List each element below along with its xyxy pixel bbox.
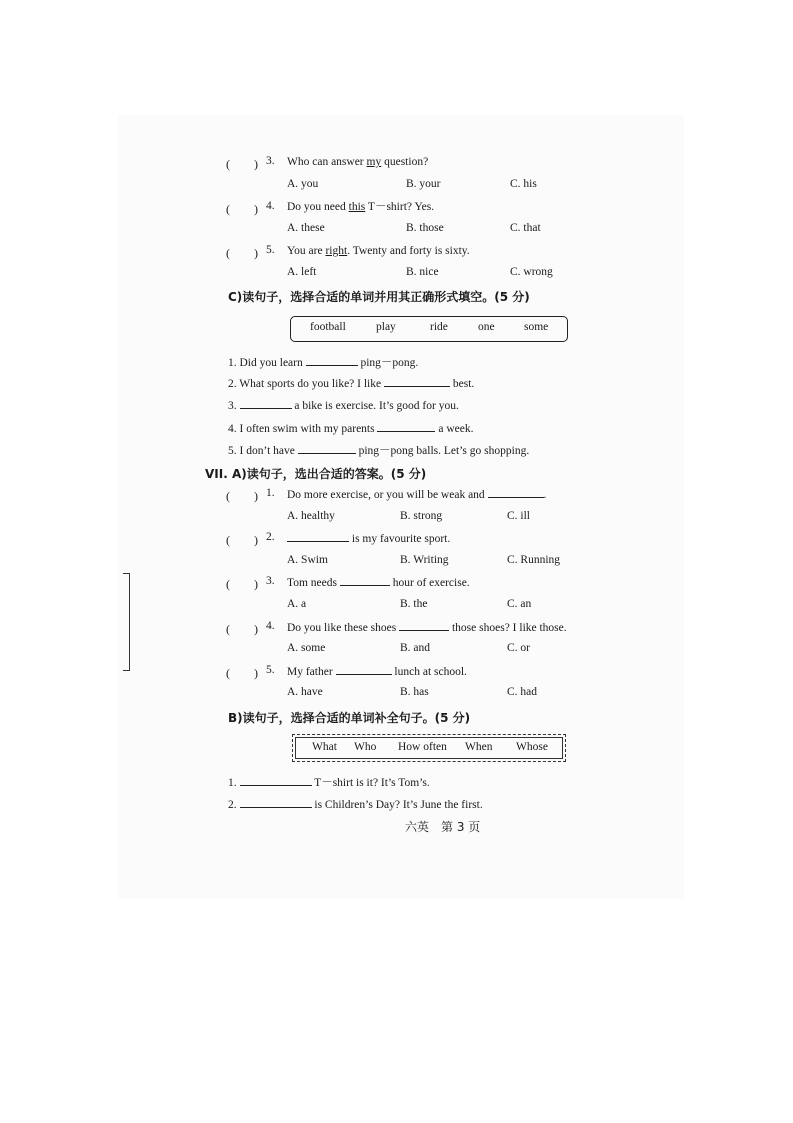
question-number: 3.: [266, 155, 275, 167]
answer-paren: ( ): [226, 533, 258, 547]
answer-paren: ( ): [226, 489, 258, 503]
fill-item: 5. I don’t have ping－pong balls. Let’s go shopping.: [228, 445, 530, 457]
option-a: A. some: [287, 642, 326, 654]
fill-item: 1. T－shirt is it? It’s Tom’s.: [228, 777, 430, 789]
answer-paren: ( ): [226, 577, 258, 591]
page-footer: 六英 第 3 页: [405, 820, 481, 834]
option-c: C. his: [510, 178, 537, 190]
option-b: B. those: [406, 222, 444, 234]
question-number: 4.: [266, 200, 275, 212]
word-bank-item: Who: [354, 741, 377, 753]
option-c: C. Running: [507, 554, 561, 566]
question-number: 5.: [266, 664, 275, 676]
fill-item: 3. a bike is exercise. It’s good for you.: [228, 400, 459, 412]
question-text: My father lunch at school.: [287, 666, 467, 678]
word-bank-item: How often: [398, 741, 447, 753]
fill-item: 4. I often swim with my parents a week.: [228, 423, 474, 435]
option-c: C. ill: [507, 510, 531, 522]
option-a: A. Swim: [287, 554, 328, 566]
option-a: A. healthy: [287, 510, 335, 522]
option-b: B. the: [400, 598, 428, 610]
fill-item: 2. What sports do you like? I like best.: [228, 378, 475, 390]
option-b: B. Writing: [400, 554, 449, 566]
question-text: Do more exercise, or you will be weak and .: [287, 489, 547, 501]
option-b: B. has: [400, 686, 429, 698]
section-vii-heading: VII. A)读句子，选出合适的答案。(5 分): [205, 467, 427, 481]
binding-bracket: [123, 573, 130, 671]
question-number: 4.: [266, 620, 275, 632]
section-vii-b-heading: B)读句子，选择合适的单词补全句子。(5 分): [228, 711, 471, 725]
question-text: Do you like these shoes those shoes? I like those.: [287, 622, 567, 634]
question-number: 5.: [266, 244, 275, 256]
answer-paren: ( ): [226, 246, 258, 260]
option-b: B. strong: [400, 510, 443, 522]
option-a: A. you: [287, 178, 319, 190]
answer-paren: ( ): [226, 622, 258, 636]
word-bank-item: football: [310, 321, 346, 333]
question-number: 1.: [266, 487, 275, 499]
option-a: A. left: [287, 266, 317, 278]
word-bank-item: play: [376, 321, 396, 333]
answer-paren: ( ): [226, 157, 258, 171]
option-b: B. and: [400, 642, 431, 654]
question-text: is my favourite sport.: [287, 531, 450, 546]
word-bank-item: When: [465, 741, 493, 753]
option-b: B. nice: [406, 266, 439, 278]
option-c: C. or: [507, 642, 530, 654]
fill-item: 2. is Children’s Day? It’s June the first.: [228, 799, 483, 811]
word-bank-item: What: [312, 741, 337, 753]
answer-paren: ( ): [226, 666, 258, 680]
option-c: C. an: [507, 598, 532, 610]
option-a: A. have: [287, 686, 323, 698]
fill-item: 1. Did you learn ping－pong.: [228, 357, 419, 369]
word-bank-item: Whose: [516, 741, 548, 753]
question-text: Tom needs hour of exercise.: [287, 577, 470, 589]
answer-paren: ( ): [226, 202, 258, 216]
option-b: B. your: [406, 178, 441, 190]
option-c: C. had: [507, 686, 538, 698]
word-bank-item: one: [478, 321, 495, 333]
question-text: You are right. Twenty and forty is sixty.: [287, 245, 470, 257]
option-c: C. wrong: [510, 266, 553, 278]
question-number: 2.: [266, 531, 275, 543]
question-text: Who can answer my question?: [287, 156, 429, 168]
option-a: A. these: [287, 222, 325, 234]
option-a: A. a: [287, 598, 307, 610]
question-text: Do you need this T－shirt? Yes.: [287, 201, 435, 213]
word-bank-item: some: [524, 321, 549, 333]
section-c-heading: C)读句子，选择合适的单词并用其正确形式填空。(5 分): [228, 290, 530, 304]
option-c: C. that: [510, 222, 541, 234]
word-bank-item: ride: [430, 321, 448, 333]
question-number: 3.: [266, 575, 275, 587]
